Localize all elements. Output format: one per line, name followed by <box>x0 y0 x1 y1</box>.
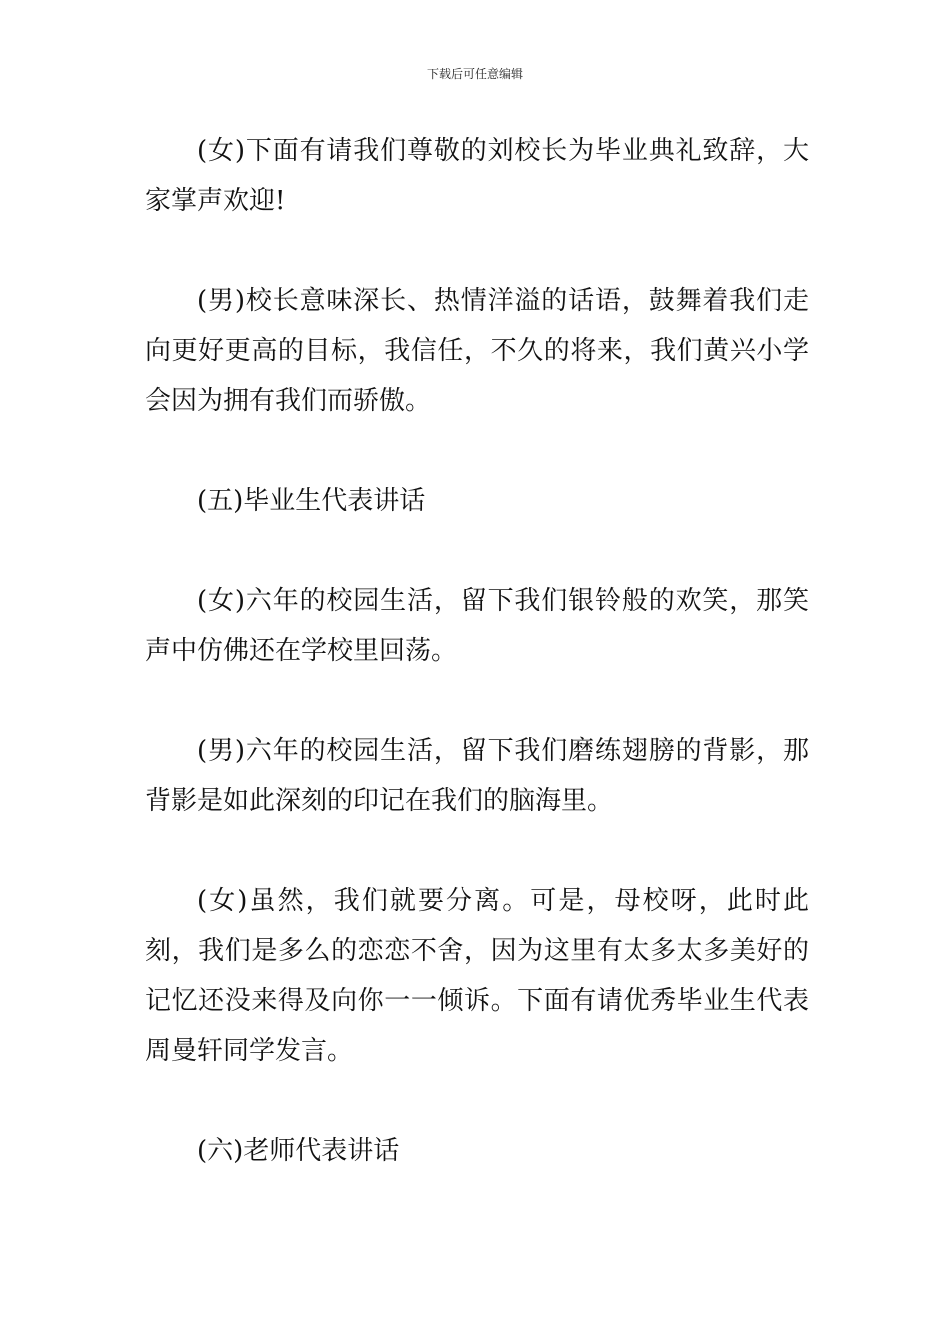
section-heading-teacher-speech: (六)老师代表讲话 <box>197 1136 400 1166</box>
paragraph-farewell-invite: (女)虽然，我们就要分离。可是，母校呀，此时此刻，我们是多么的恋恋不舍，因为这里有太多太多美好的记忆还没来得及向你一一倾诉。下面有请优秀毕业生代表周曼轩同学发言。 <box>145 886 809 1066</box>
paragraph-gap <box>145 426 809 476</box>
paragraph-gap <box>145 826 809 876</box>
paragraph-principal-response: (男)校长意味深长、热情洋溢的话语，鼓舞着我们走向更好更高的目标，我信任，不久的将来，我们黄兴小学会因为拥有我们而骄傲。 <box>145 286 809 416</box>
paragraph-campus-life-laughter: (女)六年的校园生活，留下我们银铃般的欢笑，那笑声中仿佛还在学校里回荡。 <box>145 586 809 666</box>
paragraph-gap <box>145 226 809 276</box>
paragraph-gap <box>145 526 809 576</box>
paragraph-campus-life-wings: (男)六年的校园生活，留下我们磨练翅膀的背影，那背影是如此深刻的印记在我们的脑海里。 <box>145 736 809 816</box>
document-body <box>145 126 809 1176</box>
page-header-note: 下载后可任意编辑 <box>426 67 523 81</box>
paragraph-gap <box>145 676 809 726</box>
paragraph-gap <box>145 1076 809 1126</box>
section-heading-graduate-speech: (五)毕业生代表讲话 <box>197 486 426 516</box>
paragraph-principal-invite: (女)下面有请我们尊敬的刘校长为毕业典礼致辞，大家掌声欢迎! <box>145 136 809 216</box>
